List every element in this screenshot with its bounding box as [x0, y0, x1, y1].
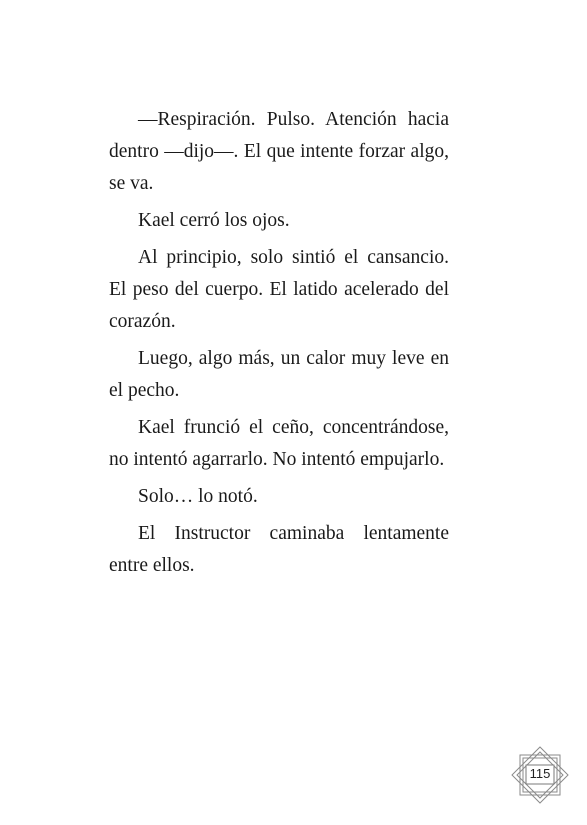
paragraph: Solo… lo notó.: [138, 486, 258, 507]
body-text: [109, 104, 449, 587]
paragraph: El Instructor caminaba lentamente entre ellos.: [109, 523, 449, 576]
paragraph: Luego, algo más, un calor muy leve en el pecho.: [109, 348, 449, 401]
paragraph: —Respiración. Pulso. Atención hacia dentro —dijo—. El que intente forzar algo, se va.: [109, 109, 449, 194]
paragraph: Kael frunció el ceño, concentrándose, no intentó agarrarlo. No intentó empujarlo.: [109, 417, 449, 470]
paragraph: Al principio, solo sintió el cansancio. El peso del cuerpo. El latido acelerado del corazón.: [109, 247, 449, 332]
page-number: 115: [529, 766, 551, 781]
page-number-ornament: [509, 744, 571, 806]
paragraph: Kael cerró los ojos.: [138, 210, 290, 231]
